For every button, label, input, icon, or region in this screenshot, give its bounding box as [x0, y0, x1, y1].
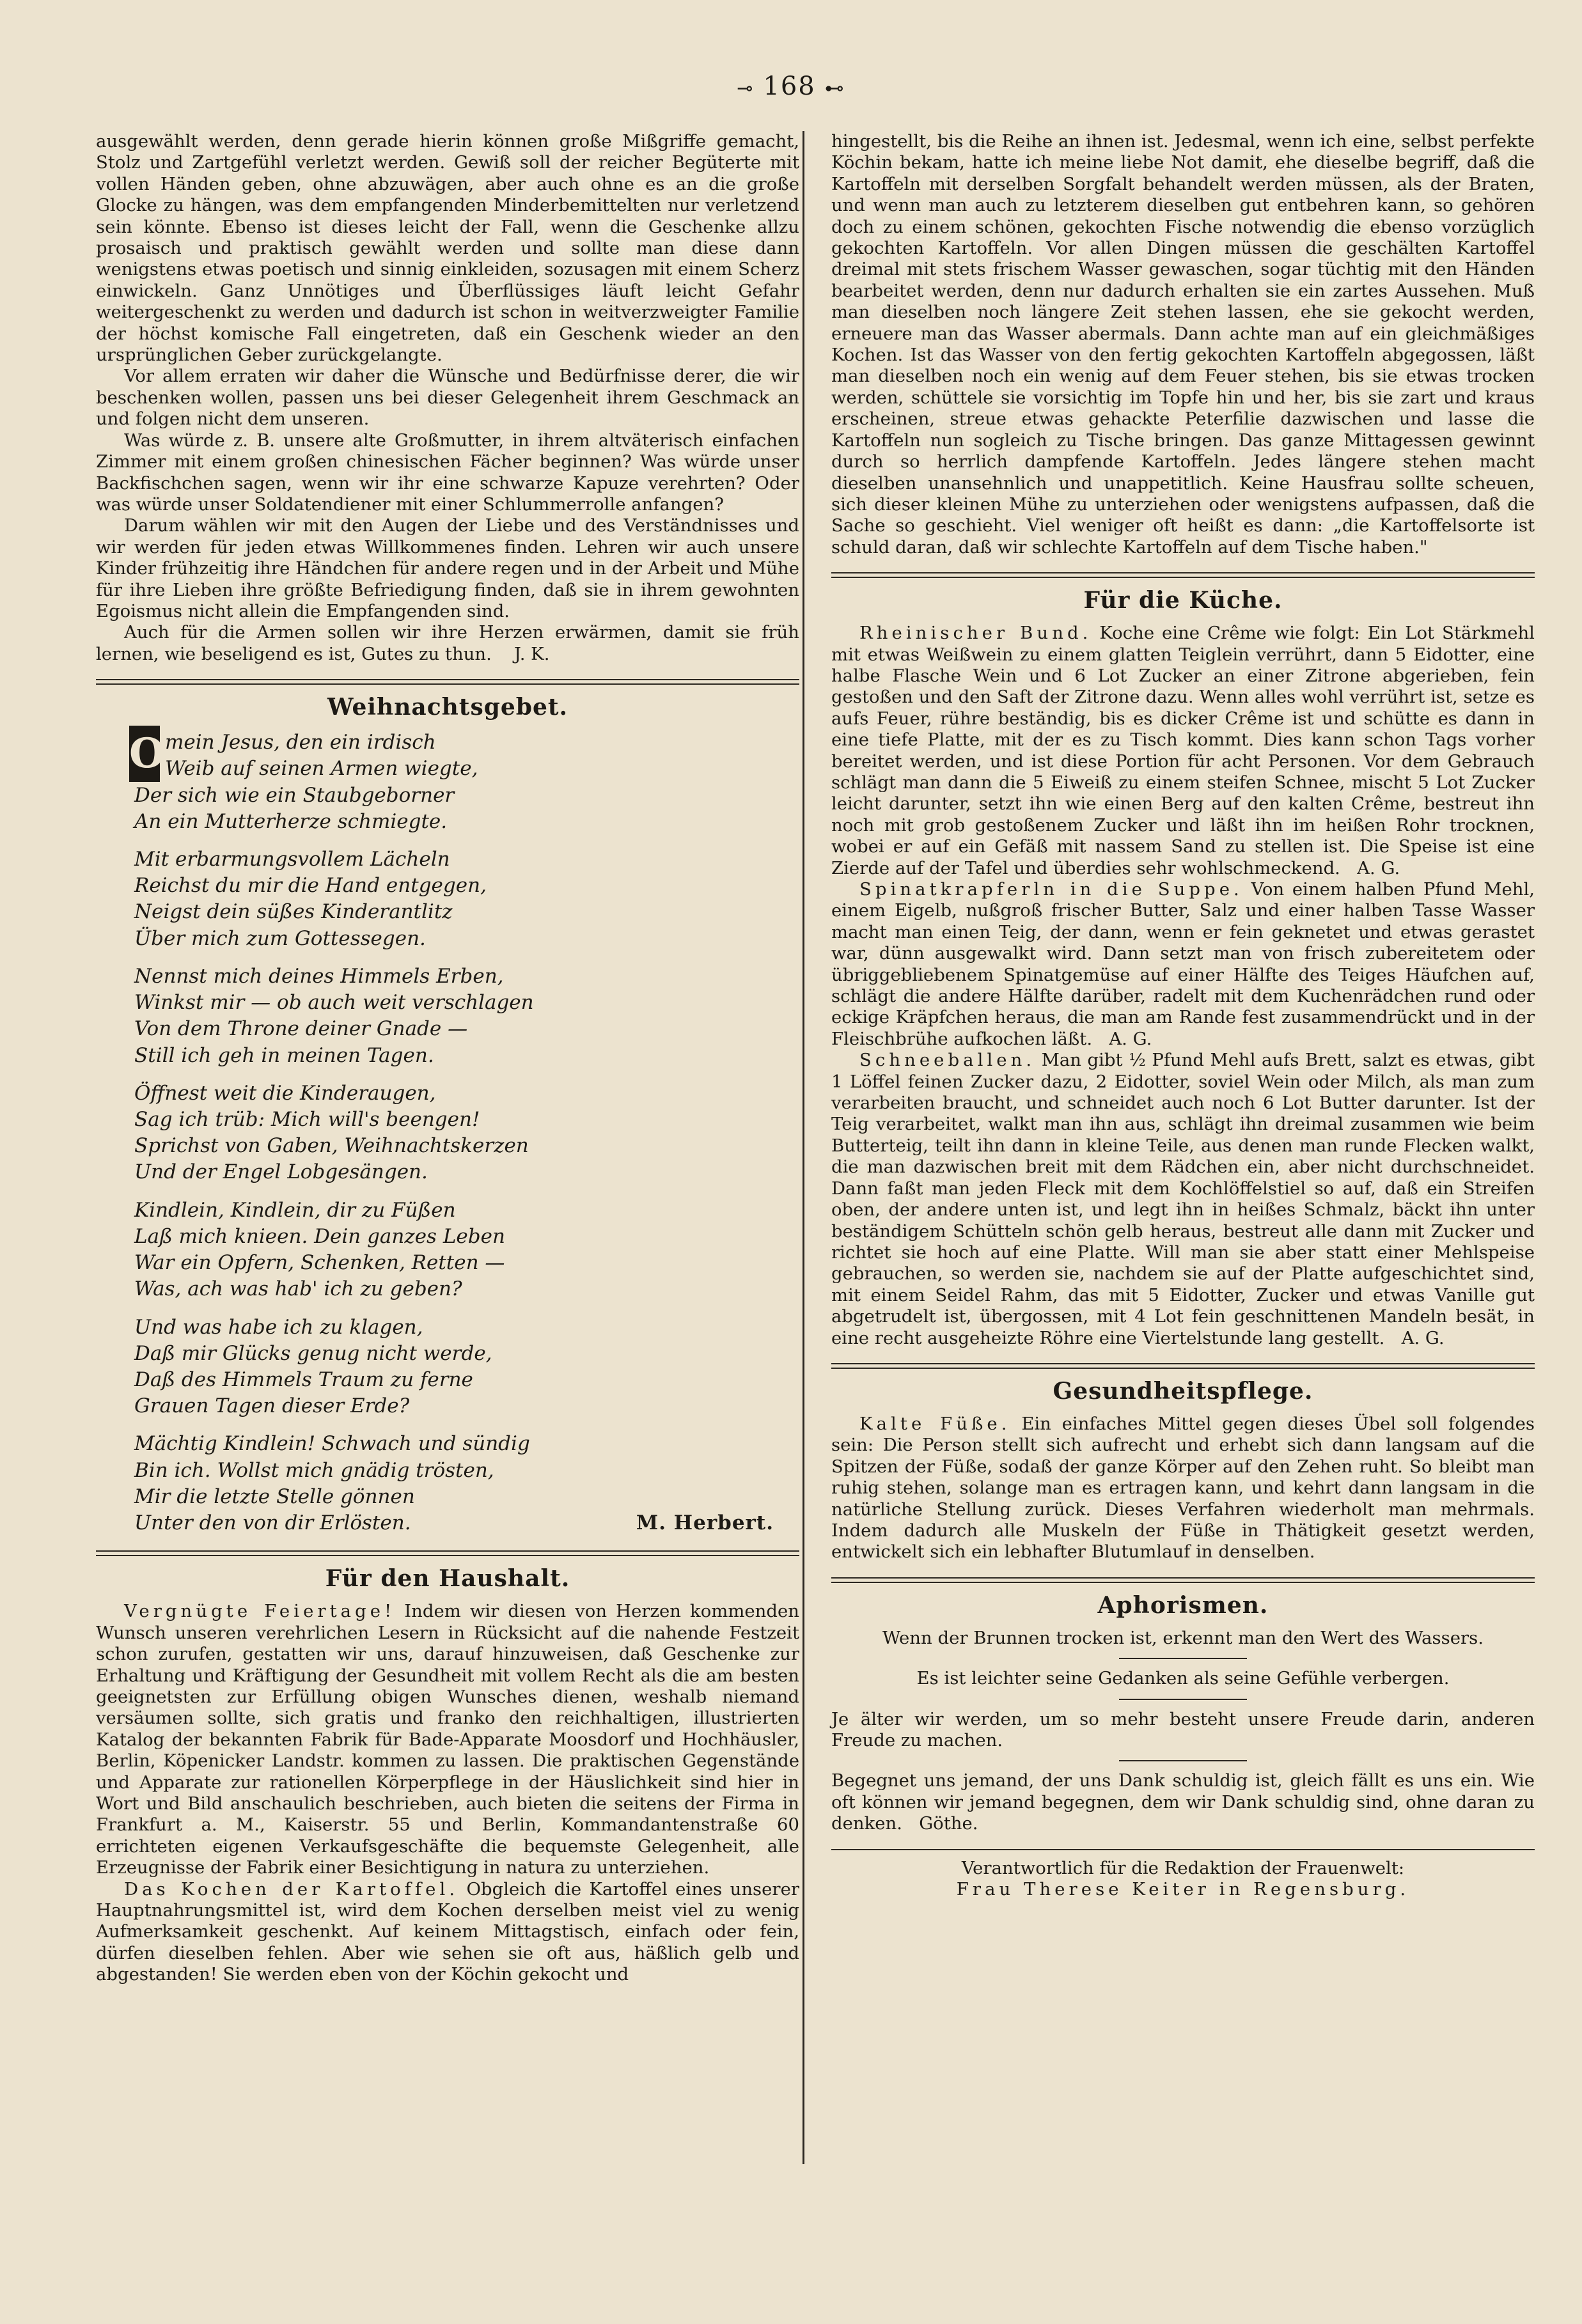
poem-stanza	[134, 846, 799, 952]
haushalt-paragraph: Das Kochen der Kartoffel. Obgleich die Kartoffel eines unserer Hauptnahrungsmittel ist, wird dem Kochen derselben meist viel zu wenig Aufmerksamkeit geschenkt. Auf keinem Mittagstisch, einfach oder fein, dürfen dieselben fehlen. Aber wie sehen sie oft aus, häßlich gelb und abgestanden! Sie werden eben von der Köchin gekocht und	[96, 1878, 799, 1985]
poem-line: Daß mir Glücks genug nicht werde,	[134, 1341, 492, 1365]
poem-line: Von dem Throne deiner Gnade —	[134, 1017, 468, 1041]
intro-paragraph: Vor allem erraten wir daher die Wünsche und Bedürfnisse derer, die wir beschenken wollen, passen uns bei dieser Gelegenheit ihrem Geschmack an und folgen nicht dem unseren.	[96, 366, 799, 430]
aphorism: Je älter wir werden, um so mehr besteht unsere Freude darin, anderen Freude zu machen.	[831, 1708, 1535, 1751]
left-column	[96, 131, 799, 1986]
poem-line: Über mich zum Gottessegen.	[134, 926, 426, 950]
poem-line: Reichst du mir die Hand entgegen,	[134, 874, 487, 898]
haushalt-paragraph: Vergnügte Feiertage! Indem wir diesen von Herzen kommenden Wunsch unseren verehrlichen Lesern in Rücksicht auf die nahende Festzeit schon zurufen, gestatten wir uns, darauf hinzuweisen, daß Geschenke zur Erhaltung und Kräftigung der Gesundheit mit vollem Recht als die am besten geeignetsten zur Erfüllung obigen Wunsches dienen, weshalb niemand versäumen sollte, sich gratis und franko den reichhaltigen, illustrierten Katalog der bekannten Fabrik für Bade-Apparate Moosdorf und Hochhäusler, Berlin, Köpenicker Landstr. kommen zu lassen. Die praktischen Gegenstände und Apparate zur rationellen Körperpflege in der Häuslichkeit sind hier in Wort und Bild anschaulich beschrieben, auch bieten die seitens der Firma in Frankfurt a. M., Kaiserstr. 55 und Berlin, Kommandantenstraße 60 errichteten eigenen Verkaufsgeschäfte die bequemste Gelegenheit, alle Erzeugnisse der Fabrik einer Besichtigung in natura zu unterziehen.	[96, 1601, 799, 1878]
recipe: Rheinischer Bund. Koche eine Crême wie folgt: Ein Lot Stärkmehl mit etwas Weißwein zu einem glatten Teiglein verrührt, dann 5 Eidotter, eine halbe Flasche Wein und 6 Lot Zucker an einer Zitrone abgerieben, fein gestoßen und den Saft der Zitrone dazu. Wenn alles wohl verrührt ist, setze es aufs Feuer, rühre beständig, bis es dicker Crême ist und schütte es dann in eine tiefe Platte, mit der es zu Tisch kommt. Dies kann schon Tags vorher bereitet werden, und ist diese Portion für acht Personen. Vor dem Gebrauch schlägt man dann die 5 Eiweiß zu einem steifen Schnee, mischt 5 Lot Zucker leicht darunter, setzt ihn wie einen Berg auf den kalten Crême, bestreut ihn noch mit grob gestoßenem Zucker und läßt ihn im heißen Rohr trocknen, wobei er auf ein Gefäß mit nassem Sand zu stellen ist. Die Speise ist eine Zierde auf der Tafel und überdies sehr wohlschmeckend. A. G.	[831, 623, 1535, 878]
aphorism-divider	[1119, 1699, 1247, 1700]
poem-line: Laß mich knieen. Dein ganzes Leben	[134, 1224, 505, 1248]
poem-line: Nennst mich deines Himmels Erben,	[134, 964, 504, 988]
aphorism-signature: Göthe.	[919, 1813, 978, 1834]
recipe-signature: A. G.	[1357, 857, 1400, 878]
poem-stanza	[134, 1314, 799, 1420]
aphorism-divider	[1119, 1760, 1247, 1761]
poem-line: Was, ach was hab' ich zu geben?	[134, 1277, 462, 1301]
section-rule	[831, 572, 1535, 578]
drop-cap: O	[129, 726, 160, 782]
poem-author: M. Herbert.	[636, 1511, 774, 1535]
poem-line: Mächtig Kindlein! Schwach und sündig	[134, 1432, 530, 1456]
poem	[129, 729, 799, 1536]
poem-line: Kindlein, Kindlein, dir zu Füßen	[134, 1198, 456, 1222]
continued-paragraph: hingestellt, bis die Reihe an ihnen ist. Jedesmal, wenn ich eine, selbst perfekte Köchin bekam, hatte ich meine liebe Not damit, ehe dieselbe begriff, daß die Kartoffeln mit derselben Sorgfalt behandelt werden müssen, als der Braten, und wenn man auch zu letzterem dieselben gut entbehren kann, so gehören doch zu einem schönen, gekochten Fische notwendig die ebenso vorzüglich gekochten Kartoffeln. Vor allen Dingen müssen die geschälten Kartoffel dreimal mit stets frischem Wasser gewaschen, sogar tüchtig mit den Händen bearbeitet werden, denn nur dadurch erhalten sie ein zartes Aussehen. Muß man dieselben noch längere Zeit stehen lassen, ehe sie gekocht werden, erneuere man das Wasser abermals. Dann achte man auf ein gleichmäßiges Kochen. Ist das Wasser von den fertig gekochten Kartoffeln abgegossen, läßt man dieselben noch ein wenig auf dem Feuer stehen, bis sie etwas trocken werden, schüttele sie vorsichtig im Topfe hin und her, bis sie zart und kraus erscheinen, streue etwas gehackte Peterfilie dazwischen und lasse die Kartoffeln nun sogleich zu Tische bringen. Das ganze Mittagessen gewinnt durch so herrlich dampfende Kartoffeln. Jedes längere stehen macht dieselben unansehnlich und unappetitlich. Keine Hausfrau sollte scheuen, sich dieser kleinen Mühe zu unterziehen oder wenigstens aufpassen, daß die Sache so geschieht. Viel weniger oft heißt es dann: „die Kartoffelsorte ist schuld daran, daß wir schlechte Kartoffeln auf dem Tische haben."	[831, 131, 1535, 558]
section-rule	[96, 1550, 799, 1556]
poem-stanza	[129, 729, 799, 835]
section-rule	[831, 1363, 1535, 1369]
poem-stanza	[134, 963, 799, 1069]
kueche-title: Für die Küche.	[1083, 587, 1283, 614]
poem-line: Und der Engel Lobgesängen.	[134, 1160, 428, 1184]
poem-line: Sprichst von Gaben, Weihnachtskerzen	[134, 1134, 529, 1158]
aphorismen-title: Aphorismen.	[1097, 1591, 1269, 1619]
poem-line: Winkst mir — ob auch weit verschlagen	[134, 991, 534, 1015]
poem-stanza	[134, 1197, 799, 1303]
recipe-signature: A. G.	[1109, 1028, 1152, 1049]
poem-line: Neigst dein süßes Kinderantlitz	[134, 900, 453, 924]
recipe-signature: A. G.	[1401, 1327, 1445, 1348]
intro-paragraph: Was würde z. B. unsere alte Großmutter, in ihrem altväterisch einfachen Zimmer mit einem großen chinesischen Fächer beginnen? Was würde unser Backfischchen sagen, wenn wir ihr eine schwarze Kapuze verehrten? Oder was würde unser Soldatendiener mit einer Schlummerrolle anfangen?	[96, 430, 799, 515]
gesundheit-title: Gesundheitspflege.	[1053, 1377, 1313, 1405]
poem-line: O mein Jesus, den ein irdisch	[134, 729, 799, 756]
gesundheit-paragraph: Kalte Füße. Ein einfaches Mittel gegen dieses Übel soll folgendes sein: Die Person stellt sich aufrecht und erhebt sich dann langsam auf die Spitzen der Füße, sodaß der ganze Körper auf den Zehen ruht. So bleibt man ruhig stehen, solange man es ertragen kann, und kehrt dann langsam in die natürliche Stellung zurück. Dieses Verfahren wiederholt man mehrmals. Indem dadurch alle Muskeln der Füße in Thätigkeit gesetzt werden, entwickelt sich ein lebhafter Blutumlauf in denselben.	[831, 1413, 1535, 1563]
poem-line: Grauen Tagen dieser Erde?	[134, 1394, 410, 1418]
right-column	[831, 131, 1535, 1900]
ornament-left: ⊸	[737, 77, 755, 100]
poem-line: Mir die letzte Stelle gönnen	[134, 1485, 415, 1508]
poem-line: Bin ich. Wollst mich gnädig trösten,	[134, 1458, 494, 1482]
poem-line: Der sich wie ein Staubgeborner	[134, 783, 455, 807]
aphorism: Wenn der Brunnen trocken ist, erkennt man den Wert des Wassers.	[882, 1627, 1484, 1648]
poem-line: Öffnest weit die Kinderaugen,	[134, 1081, 436, 1105]
poem-line: Still ich geh in meinen Tagen.	[134, 1043, 434, 1067]
recipe: Spinatkrapferln in die Suppe. Von einem halben Pfund Mehl, einem Eigelb, nußgroß frischer Butter, Salz und einer halben Tasse Wasser macht man einen Teig, der dann, wenn er fein geknetet und etwas gerastet war, dünn ausgewalkt wird. Dann setzt man von frisch zubereitetem oder übriggebliebenem Spinatgemüse auf einer Hälfte des Teiges Häufchen auf, schlägt die andere Hälfte darüber, radelt mit dem Kuchenrädchen rund oder eckige Kräpfchen heraus, die man am Rande fest zusammendrückt und in der Fleischbrühe aufkochen läßt. A. G.	[831, 879, 1535, 1049]
footer-line: Verantwortlich für die Redaktion der Frauenwelt:	[961, 1857, 1405, 1878]
section-rule	[96, 679, 799, 685]
poem-line: An ein Mutterherze schmiegte.	[134, 809, 448, 833]
footer-rule	[831, 1849, 1535, 1850]
poem-line: Und was habe ich zu klagen,	[134, 1315, 423, 1339]
poem-title: Weihnachtsgebet.	[327, 694, 568, 721]
intro-signature: J. K.	[513, 643, 550, 664]
poem-line: Mit erbarmungsvollem Lächeln	[134, 848, 450, 871]
intro-paragraph: Darum wählen wir mit den Augen der Liebe und des Verständnisses und wir werden für jeden etwas Willkommenes finden. Lehren wir auch unsere Kinder frühzeitig ihre Händchen für andere regen und in der Arbeit und Mühe für ihre Lieben ihre größte Befriedigung finden, daß sie in ihrem gewohnten Egoismus nicht allein die Empfangenden sind.	[96, 515, 799, 621]
haushalt-title: Für den Haushalt.	[325, 1565, 570, 1593]
intro-paragraph: Auch für die Armen sollen wir ihre Herzen erwärmen, damit sie früh lernen, wie beseligend es ist, Gutes zu thun. J. K.	[96, 622, 799, 664]
poem-stanza	[134, 1431, 799, 1536]
poem-line: Sag ich trüb: Mich will's beengen!	[134, 1108, 480, 1131]
ornament-right: ⊷	[824, 77, 845, 100]
poem-line: Daß des Himmels Traum zu ferne	[134, 1368, 473, 1391]
aphorism: Es ist leichter seine Gedanken als seine Gefühle verbergen.	[916, 1668, 1450, 1689]
aphorism-divider	[1119, 1658, 1247, 1659]
aphorism: Begegnet uns jemand, der uns Dank schuldig ist, gleich fällt es uns ein. Wie oft können wir jemand begegnen, dem wir Dank schuldig sind, ohne daran zu denken. Göthe.	[831, 1770, 1535, 1834]
page-number: ⊸ 168 ⊷	[737, 72, 845, 101]
intro-paragraph: ausgewählt werden, denn gerade hierin können große Mißgriffe gemacht, Stolz und Zartgefühl verletzt werden. Gewiß soll der reicher Begüterte mit vollen Händen geben, ohne abzuwägen, aber auch ohne es an die große Glocke zu hängen, was dem empfangenden Minderbemittelten nur verletzend sein könnte. Ebenso ist dieses leicht der Fall, wenn die Geschenke allzu prosaisch und praktisch gewählt werden und sollte man diese dann wenigstens etwas poetisch und sinnig einkleiden, sozusagen mit einem Scherz einwickeln. Ganz Unnötiges und Überflüssiges läuft leicht Gefahr weitergeschenkt zu werden und dadurch ist schon in weitverzweigter Familie der höchst komische Fall eingetreten, daß ein Geschenk wieder an den ursprünglichen Geber zurückgelangte.	[96, 131, 799, 366]
recipe: Schneeballen. Man gibt ½ Pfund Mehl aufs Brett, salzt es etwas, gibt 1 Löffel feinen Zucker dazu, 2 Eidotter, soviel Wein oder Milch, als man zum verarbeiten braucht, und schneidet auch noch 6 Lot Butter darunter. Ist der Teig verarbeitet, walkt man ihn aus, schlägt ihn dreimal zusammen wie beim Butterteig, teilt ihn dann in kleine Teile, aus denen man runde Flecken walkt, die man dazwischen breit mit dem Rädchen ein, aber nicht durchschneidet. Dann faßt man jeden Fleck mit dem Kochlöffelstiel so auf, daß ein Streifen oben, der andere unten ist, und legt ihn in heißes Schmalz, bäckt ihn unter beständigem Schütteln schön gelb heraus, bestreut alle dann mit Zucker und richtet sie hoch auf eine Platte. Will man sie aber statt einer Mehlspeise gebrauchen, so werden sie, nachdem sie auf der Platte aufgeschichtet sind, mit einem Seidel Rahm, das mit 5 Eidotter, Zucker und etwas Vanille gut abgetrudelt ist, übergossen, mit 4 Lot fein geschnittenen Mandeln besät, in eine recht ausgeheizte Röhre eine Viertelstunde lang gestellt. A. G.	[831, 1050, 1535, 1348]
footer-line: Frau Therese Keiter in Regensburg.	[956, 1879, 1410, 1900]
poem-line: Unter den von dir Erlösten. M. Herbert.	[134, 1510, 799, 1536]
section-rule	[831, 1577, 1535, 1583]
poem-line: Weib auf seinen Armen wiegte,	[165, 757, 478, 781]
poem-stanza	[134, 1080, 799, 1186]
column-divider	[803, 131, 804, 2164]
poem-line: War ein Opfern, Schenken, Retten —	[134, 1251, 505, 1275]
